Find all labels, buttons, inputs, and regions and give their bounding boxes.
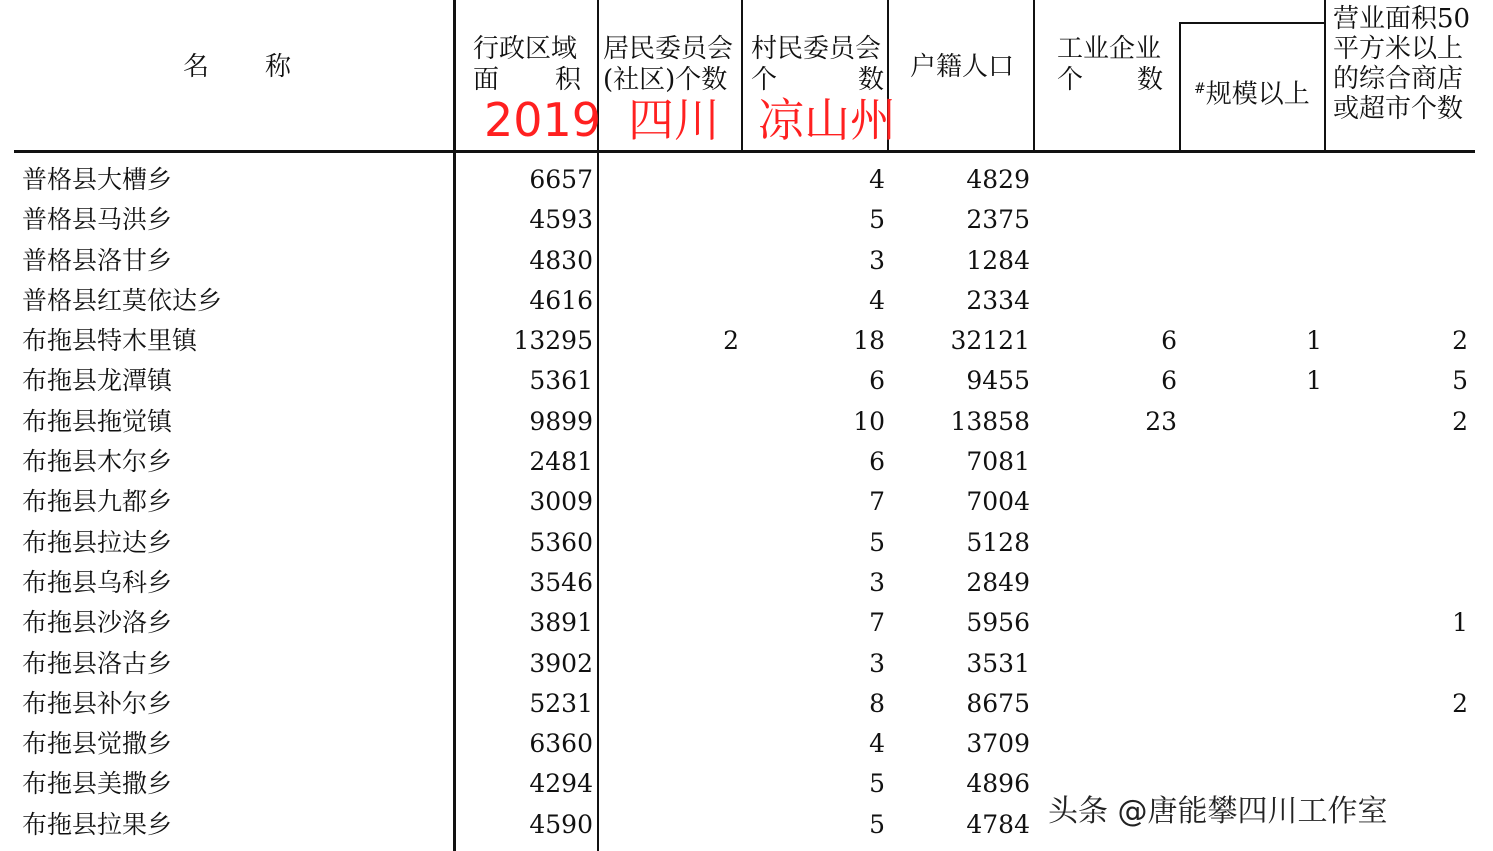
column-divider-residents <box>741 0 743 152</box>
row-population-cell: 9455 <box>966 366 1030 396</box>
row-industry-cell: 6 <box>1161 326 1177 356</box>
overlay-province: 四川 <box>628 93 720 147</box>
row-villages-cell: 18 <box>853 326 885 356</box>
row-name-cell: 普格县大槽乡 <box>22 165 173 194</box>
row-area-cell: 6657 <box>529 165 593 194</box>
header-residents-line2: (社区)个数 <box>603 65 728 95</box>
header-industry-char-2: 数 <box>1136 65 1163 95</box>
industry-subheader-rule <box>1179 22 1326 24</box>
header-shops-line2: 平方米以上 <box>1333 34 1464 64</box>
row-name-cell: 布拖县拉果乡 <box>22 809 173 839</box>
table-row <box>0 644 1493 684</box>
row-population-cell: 4829 <box>966 165 1030 194</box>
row-area-cell: 13295 <box>513 326 593 356</box>
row-villages-cell: 5 <box>869 769 885 799</box>
row-name-cell: 布拖县九都乡 <box>22 487 173 517</box>
row-villages-cell: 4 <box>869 285 885 315</box>
header-area-char-2: 积 <box>554 65 581 95</box>
row-name-cell: 布拖县补尔乡 <box>22 688 173 718</box>
row-area-cell: 4616 <box>529 285 593 315</box>
row-villages-cell: 8 <box>869 688 885 718</box>
row-villages-cell: 7 <box>869 487 885 517</box>
header-industry <box>1057 34 1163 96</box>
row-name-cell: 普格县马洪乡 <box>22 205 173 235</box>
row-population-cell: 7081 <box>966 447 1030 477</box>
table-row <box>0 241 1493 281</box>
header-population: 户籍人口 <box>910 52 1015 82</box>
row-area-cell: 5231 <box>529 688 593 718</box>
row-name-cell: 布拖县拉达乡 <box>22 527 173 557</box>
row-population-cell: 32121 <box>950 326 1030 356</box>
row-area-cell: 3902 <box>529 648 593 678</box>
row-shops-cell: 2 <box>1452 326 1468 356</box>
row-population-cell: 7004 <box>966 487 1030 517</box>
row-residents-cell: 2 <box>723 326 739 356</box>
header-area-line1: 行政区域 <box>473 34 578 64</box>
table-row <box>0 724 1493 764</box>
row-name-cell: 普格县洛甘乡 <box>22 245 173 275</box>
row-population-cell: 3709 <box>966 729 1030 759</box>
table-row <box>0 321 1493 361</box>
row-name-cell: 布拖县拖觉镇 <box>22 406 173 436</box>
column-divider-population <box>1033 0 1035 152</box>
row-shops-cell: 2 <box>1452 688 1468 718</box>
header-villages-char-1: 个 <box>751 65 778 95</box>
table-body <box>0 160 1493 845</box>
table-row <box>0 200 1493 240</box>
row-population-cell: 2334 <box>966 285 1030 315</box>
row-above-scale-cell: 1 <box>1306 366 1322 396</box>
row-villages-cell: 5 <box>869 809 885 839</box>
row-shops-cell: 1 <box>1452 608 1468 638</box>
row-population-cell: 8675 <box>966 688 1030 718</box>
header-residents <box>603 34 733 96</box>
row-industry-cell: 6 <box>1161 366 1177 396</box>
header-shops-line3: 的综合商店 <box>1333 64 1464 94</box>
row-villages-cell: 4 <box>869 165 885 194</box>
table-row <box>0 402 1493 442</box>
row-villages-cell: 3 <box>869 245 885 275</box>
row-above-scale-cell: 1 <box>1306 326 1322 356</box>
row-villages-cell: 5 <box>869 205 885 235</box>
row-population-cell: 13858 <box>950 406 1030 436</box>
header-villages <box>751 34 884 96</box>
header-area <box>473 34 581 96</box>
row-area-cell: 4294 <box>529 769 593 799</box>
header-industry-line1: 工业企业 <box>1057 34 1162 64</box>
row-population-cell: 2849 <box>966 567 1030 597</box>
row-villages-cell: 7 <box>869 608 885 638</box>
header-residents-line1: 居民委员会 <box>603 34 734 64</box>
row-name-cell: 布拖县觉撒乡 <box>22 729 173 759</box>
row-villages-cell: 10 <box>853 406 885 436</box>
row-villages-cell: 5 <box>869 527 885 557</box>
header-industry-char-1: 个 <box>1057 65 1084 95</box>
table-row <box>0 482 1493 522</box>
row-area-cell: 4593 <box>529 205 593 235</box>
row-industry-cell: 23 <box>1145 406 1177 436</box>
row-name-cell: 布拖县龙潭镇 <box>22 366 173 396</box>
row-population-cell: 5128 <box>966 527 1030 557</box>
header-name <box>183 52 291 83</box>
header-villages-line1: 村民委员会 <box>751 34 882 64</box>
row-name-cell: 布拖县沙洛乡 <box>22 608 173 638</box>
table-row <box>0 281 1493 321</box>
row-area-cell: 5361 <box>529 366 593 396</box>
row-population-cell: 3531 <box>966 648 1030 678</box>
row-population-cell: 1284 <box>966 245 1030 275</box>
row-villages-cell: 6 <box>869 447 885 477</box>
row-shops-cell: 5 <box>1452 366 1468 396</box>
table-row <box>0 523 1493 563</box>
header-bottom-rule <box>14 150 1475 153</box>
row-area-cell: 3546 <box>529 567 593 597</box>
header-industry-line2 <box>1057 65 1163 96</box>
header-above-scale-text: 规模以上 <box>1205 79 1310 110</box>
header-name-char-2: 称 <box>264 52 291 82</box>
header-above-scale-mark: # <box>1194 81 1206 97</box>
table-row <box>0 442 1493 482</box>
header-name-char-1: 名 <box>183 52 210 82</box>
row-area-cell: 6360 <box>529 729 593 759</box>
overlay-prefecture: 凉山州 <box>758 93 896 147</box>
row-name-cell: 布拖县洛古乡 <box>22 648 173 678</box>
row-villages-cell: 4 <box>869 729 885 759</box>
watermark: 头条 @唐能攀四川工作室 <box>1046 786 1390 830</box>
row-shops-cell: 2 <box>1452 406 1468 436</box>
header-shops-line1: 营业面积50 <box>1333 4 1471 34</box>
row-area-cell: 3891 <box>529 608 593 638</box>
row-name-cell: 布拖县乌科乡 <box>22 567 173 597</box>
header-above-scale <box>1194 74 1310 111</box>
row-population-cell: 4896 <box>966 769 1030 799</box>
header-shops-line4: 或超市个数 <box>1333 94 1464 124</box>
table-row <box>0 684 1493 724</box>
row-name-cell: 布拖县美撒乡 <box>22 769 173 799</box>
table-row <box>0 603 1493 643</box>
row-villages-cell: 3 <box>869 567 885 597</box>
row-population-cell: 5956 <box>966 608 1030 638</box>
column-divider-industry <box>1179 22 1181 152</box>
row-area-cell: 2481 <box>529 447 593 477</box>
header-shops <box>1333 4 1470 124</box>
row-villages-cell: 6 <box>869 366 885 396</box>
table-row <box>0 563 1493 603</box>
header-area-char-1: 面 <box>473 65 500 95</box>
table-row <box>0 160 1493 200</box>
row-name-cell: 布拖县木尔乡 <box>22 447 173 477</box>
row-area-cell: 3009 <box>529 487 593 517</box>
row-name-cell: 布拖县特木里镇 <box>22 326 198 356</box>
overlay-year: 2019 <box>484 93 602 147</box>
table-row <box>0 361 1493 401</box>
row-villages-cell: 3 <box>869 648 885 678</box>
row-area-cell: 4830 <box>529 245 593 275</box>
row-area-cell: 4590 <box>529 809 593 839</box>
row-name-cell: 普格县红莫依达乡 <box>22 285 223 315</box>
row-population-cell: 2375 <box>966 205 1030 235</box>
header-villages-char-2: 数 <box>857 65 884 95</box>
row-population-cell: 4784 <box>966 809 1030 839</box>
row-area-cell: 9899 <box>529 406 593 436</box>
row-area-cell: 5360 <box>529 527 593 557</box>
